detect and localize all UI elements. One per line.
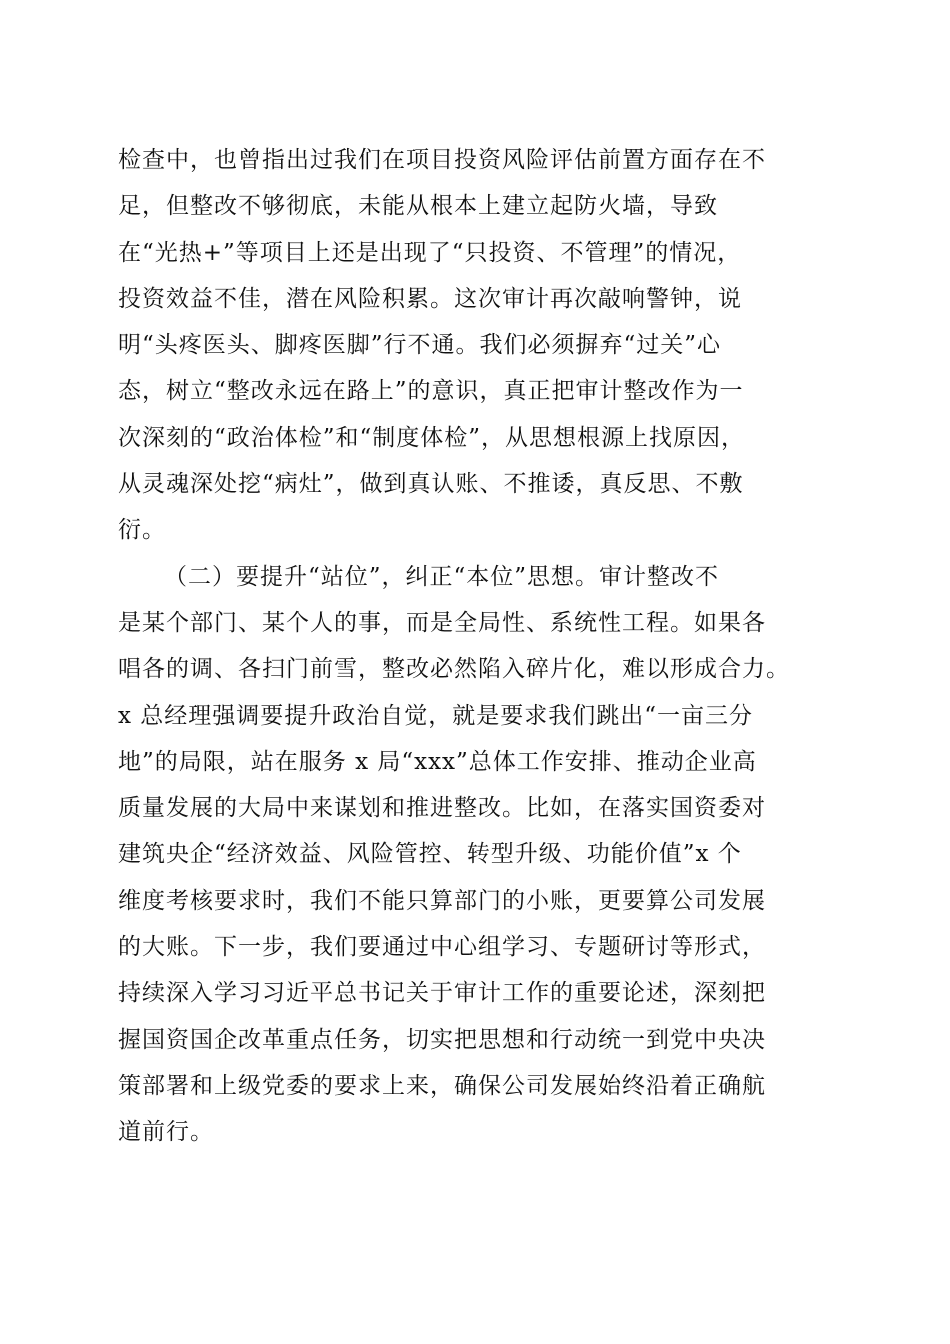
paragraph-2-line-2: 是某个部门、某个人的事，而是全局性、系统性工程。如果各 (118, 609, 766, 636)
paragraph-2-line-10: 持续深入学习习近平总书记关于审计工作的重要论述，深刻把 (118, 980, 766, 1007)
paragraph-2-line-6: 质量发展的大局中来谋划和推进整改。比如，在落实国资委对 (118, 795, 766, 822)
document-body (118, 137, 834, 1156)
paragraph-2-line-13: 道前行。 (118, 1119, 214, 1146)
paragraph-2-line-3: 唱各的调、各扫门前雪，整改必然陷入碎片化，难以形成合力。 (118, 656, 790, 683)
paragraph-1-line-7: 次深刻的“政治体检”和“制度体检”，从思想根源上找原因， (118, 424, 746, 451)
paragraph-1-line-3: 在“光热+”等项目上还是出现了“只投资、不管理”的情况， (118, 239, 742, 266)
paragraph-1-line-5: 明“头疼医头、脚疼医脚”行不通。我们必须摒弃“过关”心 (118, 332, 722, 359)
paragraph-2-line-8: 维度考核要求时，我们不能只算部门的小账，更要算公司发展 (118, 887, 766, 914)
paragraph-2-heading-line: （二）要提升“站位”，纠正“本位”思想。审计整改不 (164, 563, 720, 590)
paragraph-2-line-11: 握国资国企改革重点任务，切实把思想和行动统一到党中央决 (118, 1026, 766, 1053)
paragraph-1-line-1: 检查中，也曾指出过我们在项目投资风险评估前置方面存在不 (118, 147, 766, 173)
paragraph-2-line-4: x 总经理强调要提升政治自觉，就是要求我们跳出“一亩三分 (118, 702, 754, 729)
paragraph-2-line-7: 建筑央企“经济效益、风险管控、转型升级、功能价值”x 个 (118, 841, 742, 868)
paragraph-1-line-8: 从灵魂深处挖“病灶”，做到真认账、不推诿，真反思、不敷 (118, 471, 744, 498)
paragraph-1-line-6: 态，树立“整改永远在路上”的意识，真正把审计整改作为一 (118, 378, 744, 405)
paragraph-1-line-9: 衍。 (118, 517, 166, 544)
paragraph-1-line-2: 足，但整改不够彻底，未能从根本上建立起防火墙，导致 (118, 193, 718, 220)
paragraph-2-line-5: 地”的局限，站在服务 x 局“xxx”总体工作安排、推动企业高 (118, 748, 757, 775)
paragraph-2-line-12: 策部署和上级党委的要求上来，确保公司发展始终沿着正确航 (118, 1072, 766, 1099)
paragraph-2-line-9: 的大账。下一步，我们要通过中心组学习、专题研讨等形式， (118, 934, 766, 961)
paragraph-1-line-4: 投资效益不佳，潜在风险积累。这次审计再次敲响警钟，说 (118, 285, 742, 312)
